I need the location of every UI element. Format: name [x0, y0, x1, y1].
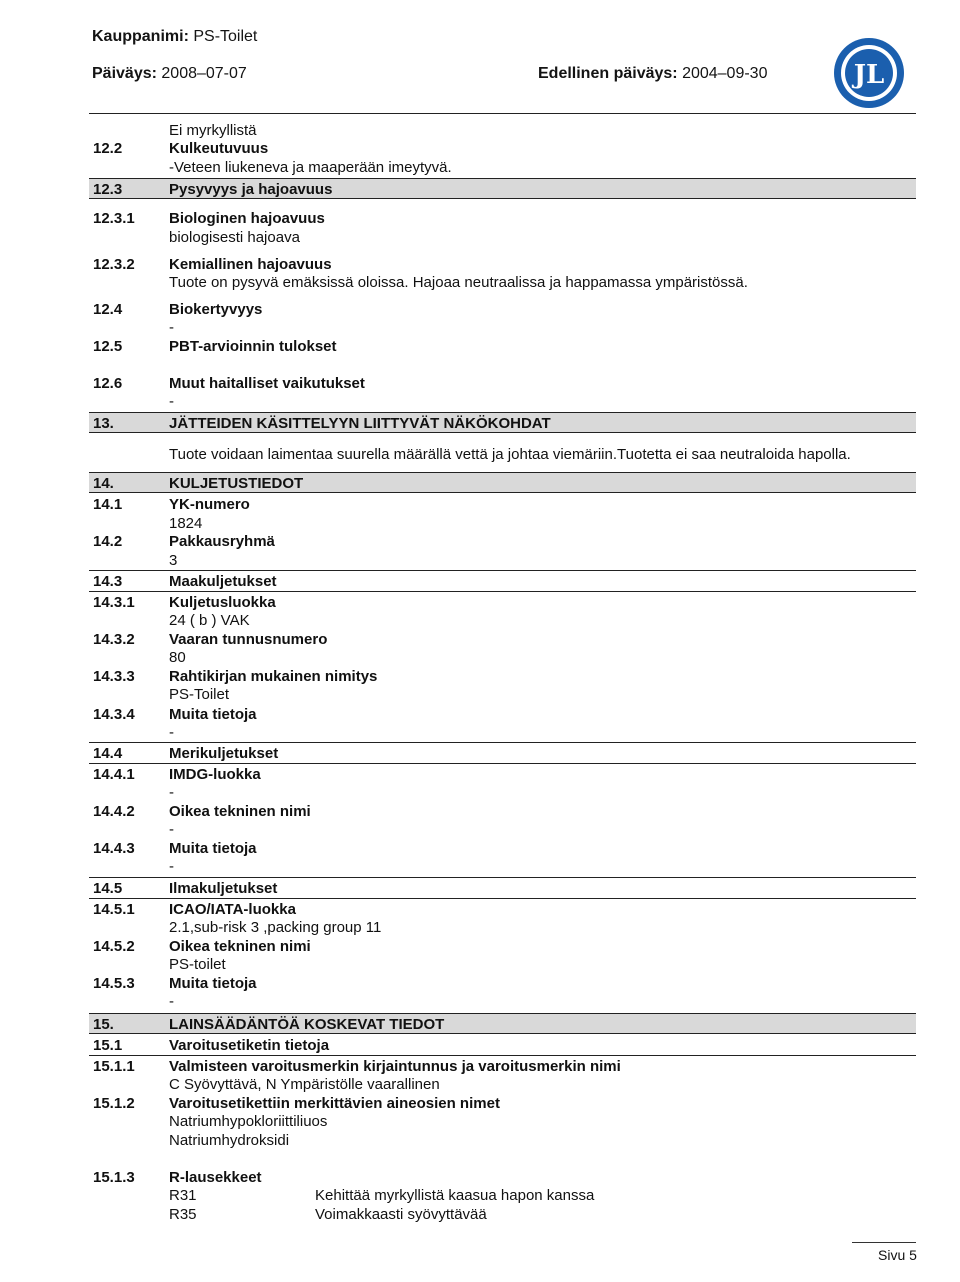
section-title: Muut haitalliset vaikutukset: [169, 375, 365, 392]
section-title: Valmisteen varoitusmerkin kirjaintunnus ja varoitusmerkin nimi: [169, 1058, 621, 1075]
section-number: 14.5: [93, 880, 123, 897]
section-title: Varoitusetikettiin merkittävien aineosien nimet: [169, 1095, 500, 1112]
icao-value: 2.1,sub-risk 3 ,packing group 11: [169, 919, 382, 936]
packing-group-value: 3: [169, 552, 178, 569]
r-phrase-text: Kehittää myrkyllistä kaasua hapon kanssa: [315, 1187, 595, 1204]
shipping-name-value: PS-Toilet: [169, 686, 230, 703]
r-phrase-code: R31: [169, 1187, 197, 1204]
divider: [89, 570, 916, 571]
section-title: Merikuljetukset: [169, 745, 279, 762]
ingredient-name: Natriumhydroksidi: [169, 1132, 290, 1149]
ecotox-text: Ei myrkyllistä: [169, 122, 257, 139]
section-title: PBT-arvioinnin tulokset: [169, 338, 337, 355]
section-number: 12.6: [93, 375, 123, 392]
section-title: R-lausekkeet: [169, 1169, 262, 1186]
un-number-value: 1824: [169, 515, 203, 532]
r-phrase-text: Voimakkaasti syövyttävää: [315, 1206, 487, 1223]
section-title: Muita tietoja: [169, 975, 257, 992]
section-title: ICAO/IATA-luokka: [169, 901, 296, 918]
section-number: 14.3.4: [93, 706, 135, 723]
section-number: 15.1: [93, 1037, 123, 1054]
other-effects-text: -: [169, 393, 174, 410]
r-phrase-code: R35: [169, 1206, 197, 1223]
biodeg-text: biologisesti hajoava: [169, 229, 300, 246]
tech-name-value: -: [169, 821, 174, 838]
section-number: 13.: [93, 415, 114, 432]
other-info-value: -: [169, 993, 174, 1010]
section-title: YK-numero: [169, 496, 250, 513]
section-title: Vaaran tunnusnumero: [169, 631, 328, 648]
section-number: 12.3.2: [93, 256, 135, 273]
chemdeg-text: Tuote on pysyvä emäksissä oloissa. Hajoaa neutraalissa ja happamassa ympäristössä.: [169, 274, 748, 291]
section-number: 12.2: [93, 140, 123, 157]
section-title: KULJETUSTIEDOT: [169, 475, 304, 492]
other-info-value: -: [169, 858, 174, 875]
company-logo: [832, 36, 906, 110]
section-title: Maakuljetukset: [169, 573, 277, 590]
section-title: Kulkeutuvuus: [169, 140, 269, 157]
section-number: 14.3.2: [93, 631, 135, 648]
date-value: 2008–07-07: [161, 65, 247, 82]
section-title: Pysyvyys ja hajoavuus: [169, 181, 333, 198]
imdg-value: -: [169, 784, 174, 801]
ingredient-name: Natriumhypokloriittiliuos: [169, 1113, 328, 1130]
section-title: Oikea tekninen nimi: [169, 938, 311, 955]
section-number: 14.4.2: [93, 803, 135, 820]
section-number: 14.3.3: [93, 668, 135, 685]
divider: [89, 1055, 916, 1056]
section-title: Biokertyvyys: [169, 301, 263, 318]
divider: [89, 763, 916, 764]
section-title: LAINSÄÄDÄNTÖÄ KOSKEVAT TIEDOT: [169, 1016, 445, 1033]
divider: [89, 898, 916, 899]
trade-name-label: Kauppanimi:: [92, 28, 189, 45]
section-title: Biologinen hajoavuus: [169, 210, 325, 227]
section-number: 15.: [93, 1016, 114, 1033]
section-number: 12.4: [93, 301, 123, 318]
section-title: Muita tietoja: [169, 840, 257, 857]
date-label: Päiväys:: [92, 65, 157, 82]
section-title: Rahtikirjan mukainen nimitys: [169, 668, 378, 685]
section-number: 14.5.1: [93, 901, 135, 918]
section-number: 14.5.3: [93, 975, 135, 992]
section-number: 12.5: [93, 338, 123, 355]
section-title: IMDG-luokka: [169, 766, 261, 783]
disposal-text: Tuote voidaan laimentaa suurella määrällä vettä ja johtaa viemäriin.Tuotetta ei saa neutraloida hapolla.: [169, 446, 851, 463]
tech-name-value: PS-toilet: [169, 956, 226, 973]
trade-name-value: PS-Toilet: [193, 28, 258, 45]
trade-name-line: [92, 28, 257, 46]
section-number: 14.5.2: [93, 938, 135, 955]
section-title: Oikea tekninen nimi: [169, 803, 311, 820]
section-title: Ilmakuljetukset: [169, 880, 278, 897]
section-number: 15.1.1: [93, 1058, 135, 1075]
section-number: 14.3.1: [93, 594, 135, 611]
prev-date-value: 2004–09-30: [682, 65, 768, 82]
prev-date-line: [538, 65, 767, 83]
other-info-value: -: [169, 724, 174, 741]
section-number: 12.3.1: [93, 210, 135, 227]
mobility-text: -Veteen liukeneva ja maaperään imeytyvä.: [169, 159, 452, 176]
divider: [89, 742, 916, 743]
section-title: Pakkausryhmä: [169, 533, 275, 550]
section-title: Kuljetusluokka: [169, 594, 276, 611]
section-number: 14.: [93, 475, 114, 492]
logo-text: JL: [853, 60, 885, 90]
section-number: 14.2: [93, 533, 123, 550]
hazard-symbols-value: C Syövyttävä, N Ympäristölle vaarallinen: [169, 1076, 440, 1093]
section-number: 14.1: [93, 496, 123, 513]
section-number: 12.3: [93, 181, 123, 198]
section-title: Kemiallinen hajoavuus: [169, 256, 332, 273]
footer-divider: [852, 1242, 916, 1243]
hazard-id-value: 80: [169, 649, 186, 666]
transport-class-value: 24 ( b ) VAK: [169, 612, 250, 629]
page-number: Sivu 5: [878, 1247, 917, 1263]
section-title: Varoitusetiketin tietoja: [169, 1037, 330, 1054]
section-number: 14.4.1: [93, 766, 135, 783]
section-number: 14.3: [93, 573, 123, 590]
section-number: 14.4.3: [93, 840, 135, 857]
section-title: Muita tietoja: [169, 706, 257, 723]
prev-date-label: Edellinen päiväys:: [538, 65, 678, 82]
section-number: 15.1.3: [93, 1169, 135, 1186]
divider: [89, 877, 916, 878]
divider: [89, 591, 916, 592]
section-title: JÄTTEIDEN KÄSITTELYYN LIITTYVÄT NÄKÖKOHDAT: [169, 415, 551, 432]
header-divider: [89, 113, 916, 114]
section-number: 15.1.2: [93, 1095, 135, 1112]
section-number: 14.4: [93, 745, 123, 762]
date-line: [92, 65, 247, 83]
bioaccum-text: -: [169, 319, 174, 336]
